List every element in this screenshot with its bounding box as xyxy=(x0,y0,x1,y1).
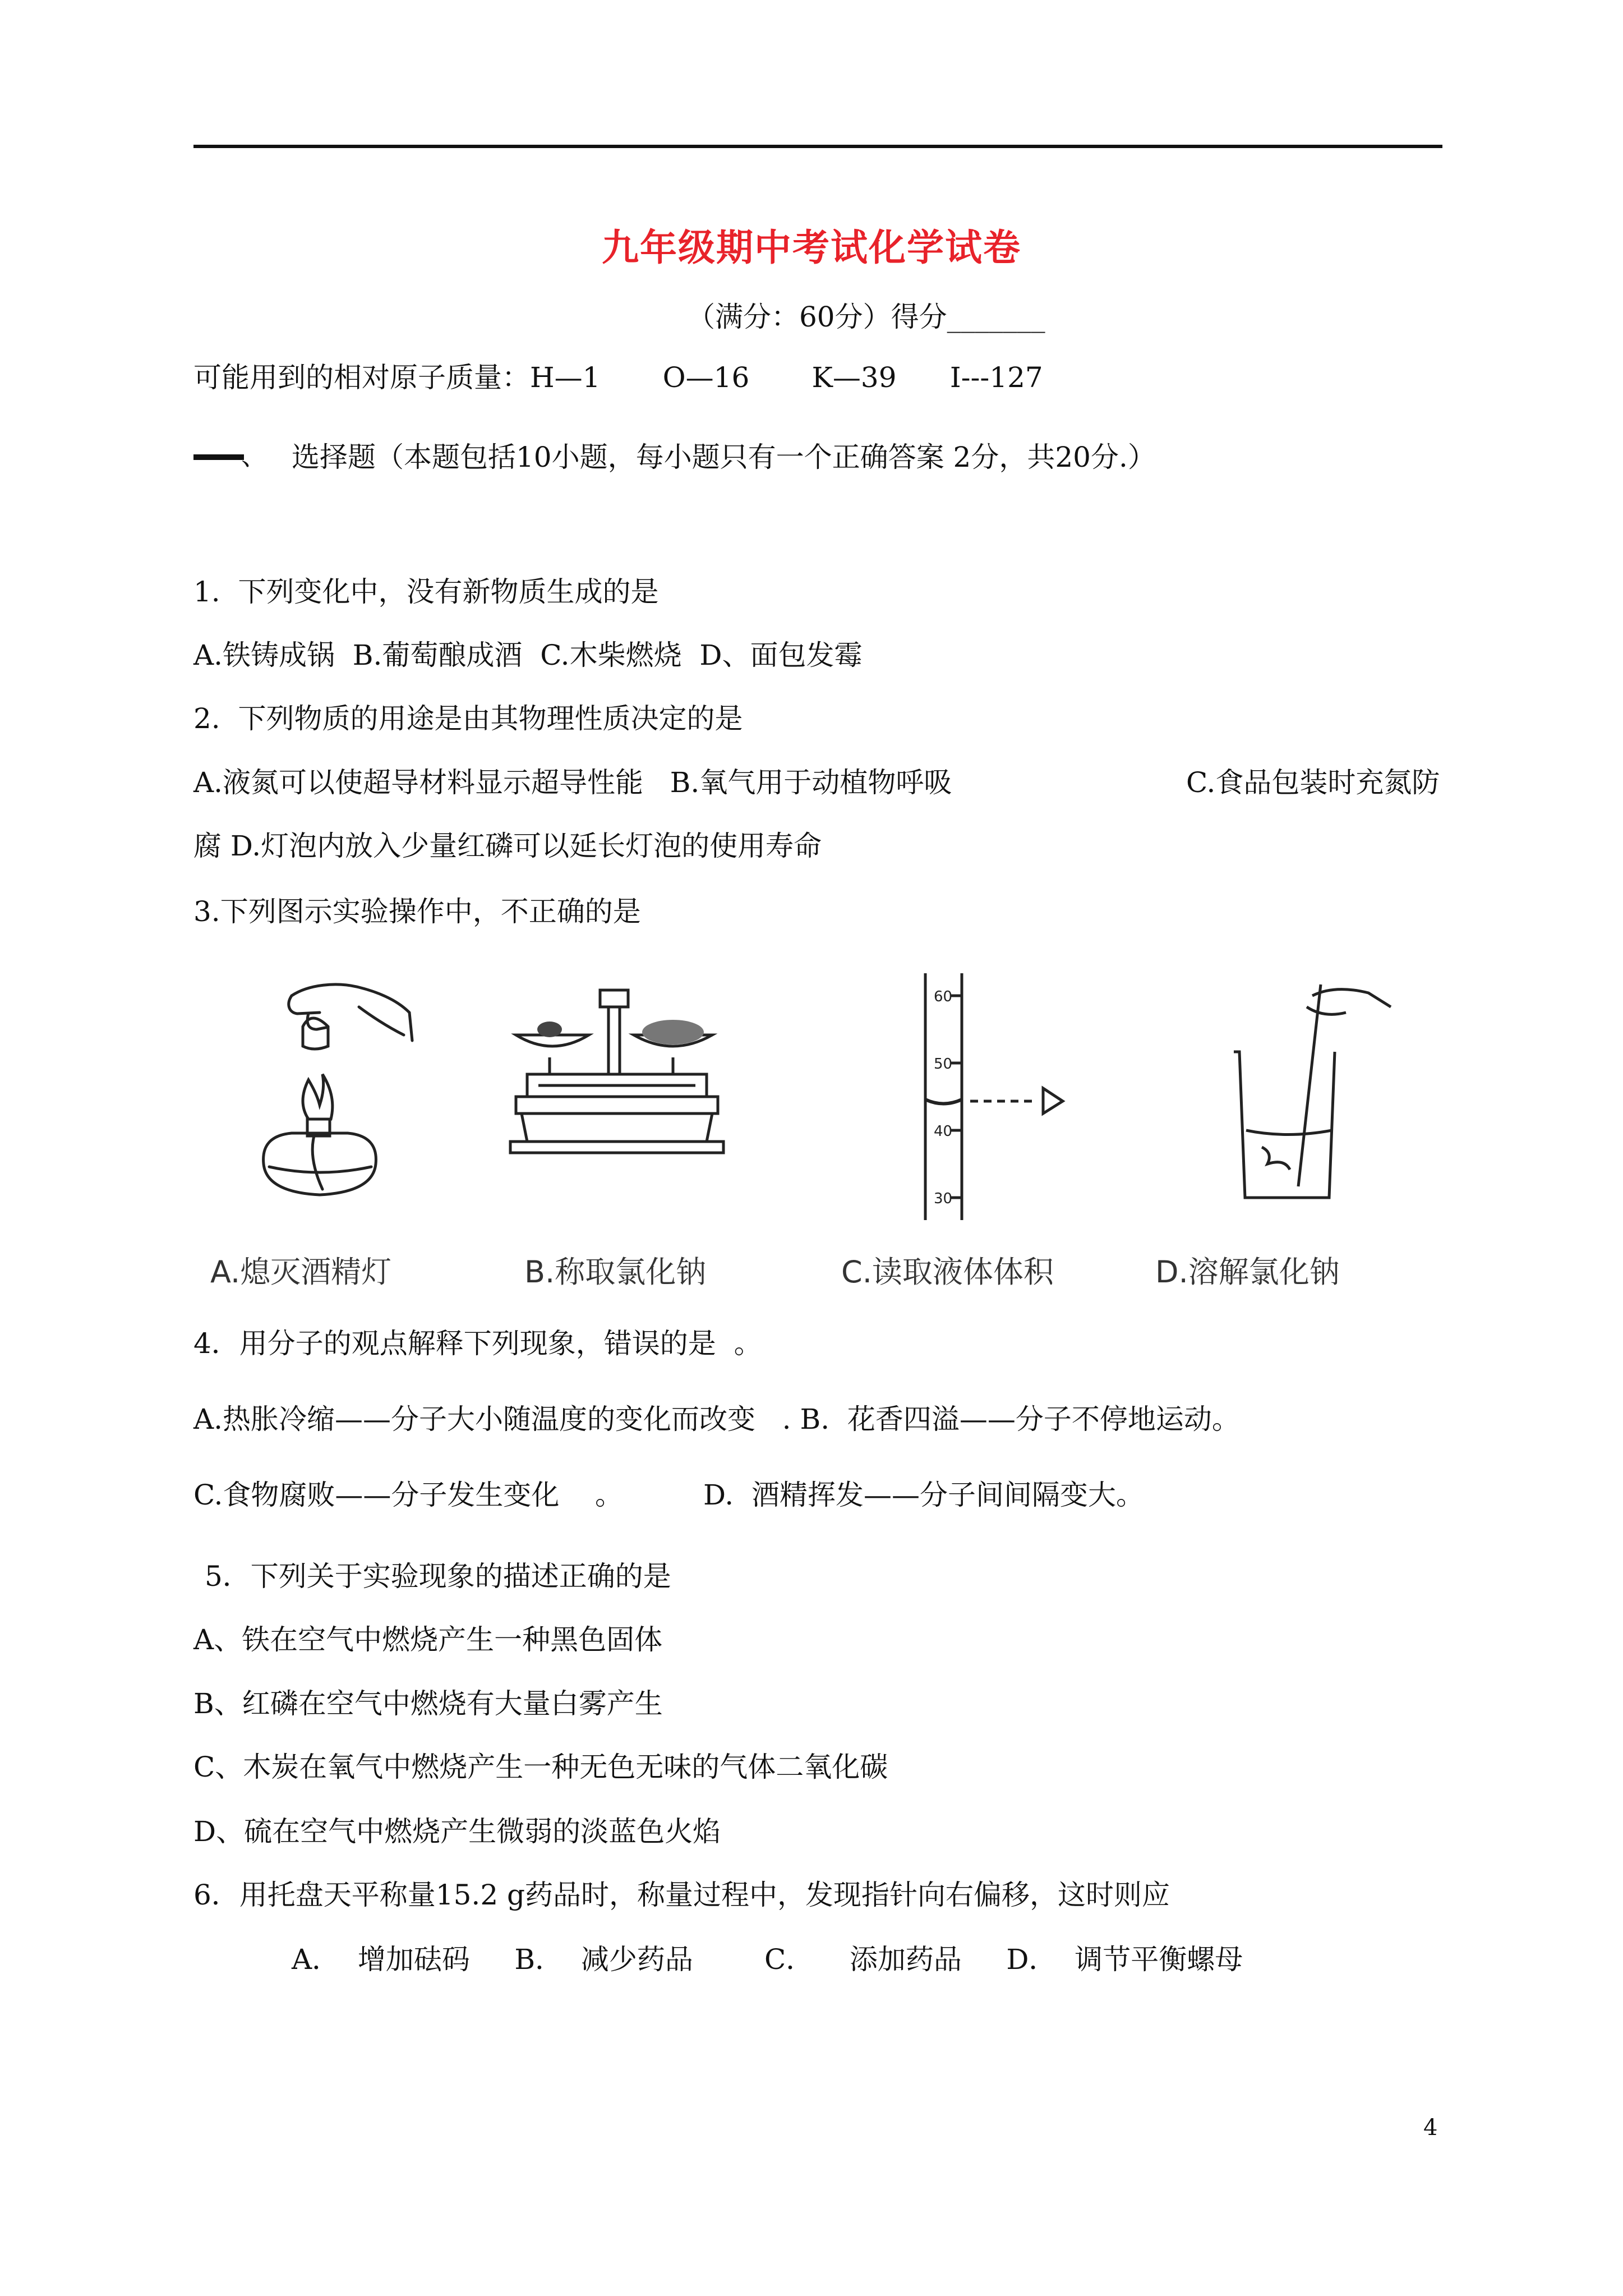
section-number-dash xyxy=(193,454,244,460)
question-2-stem: 2. 下列物质的用途是由其物理性质决定的是 xyxy=(193,702,743,735)
figure-balance xyxy=(505,973,740,1231)
figure-beaker xyxy=(1223,973,1408,1231)
figure-caption-a: A.熄灭酒精灯 xyxy=(210,1254,392,1290)
cylinder-tick-label: 30 xyxy=(934,1190,953,1207)
question-3-stem: 3.下列图示实验操作中，不正确的是 xyxy=(193,895,641,928)
score-line: （满分：60分）得分_______ xyxy=(687,301,1045,333)
figure-caption-c: C.读取液体体积 xyxy=(841,1254,1054,1290)
page-number: 4 xyxy=(1423,2115,1438,2141)
question-5-stem: 5．下列关于实验现象的描述正确的是 xyxy=(205,1560,671,1593)
header-rule xyxy=(193,145,1442,148)
section-number-comma: 、 xyxy=(241,441,267,471)
question-2-line2: 腐 D.灯泡内放入少量红磷可以延长灯泡的使用寿命 xyxy=(193,830,822,862)
question-6-stem: 6．用托盘天平称量15.2 g药品时，称量过程中，发现指针向右偏移，这时则应 xyxy=(193,1879,1170,1911)
page-title: 九年级期中考试化学试卷 xyxy=(602,226,1021,269)
figure-alcohol-lamp xyxy=(224,973,460,1231)
question-4-line1: A.热胀冷缩——分子大小随温度的变化而改变 . B. 花香四溢——分子不停地运动。 xyxy=(193,1403,1240,1435)
question-5-option: C、木炭在氧气中燃烧产生一种无色无味的气体二氧化碳 xyxy=(193,1751,888,1783)
atomic-masses: 可能用到的相对原子质量：H—1 O—16 K—39 I---127 xyxy=(193,361,1043,394)
cylinder-tick-label: 50 xyxy=(934,1056,953,1073)
figure-cylinder xyxy=(909,973,1094,1231)
question-4-line2: C.食物腐败——分子发生变化 。 D. 酒精挥发——分子间间隔变大。 xyxy=(193,1479,1144,1511)
question-2-line1b: C.食品包装时充氮防 xyxy=(1186,766,1440,799)
cylinder-tick-label: 60 xyxy=(934,988,953,1005)
question-5-option: B、红磷在空气中燃烧有大量白雾产生 xyxy=(193,1687,663,1720)
section-heading: 选择题（本题包括10小题，每小题只有一个正确答案 2分，共20分.） xyxy=(292,441,1156,473)
question-1-stem: 1. 下列变化中，没有新物质生成的是 xyxy=(193,576,659,608)
question-6-options: A． 增加砝码 B． 减少药品 C． 添加药品 D． 调节平衡螺母 xyxy=(292,1943,1243,1976)
question-4-stem: 4．用分子的观点解释下列现象，错误的是 。 xyxy=(193,1327,762,1360)
question-1-options: A.铁铸成锅 B.葡萄酿成酒 C.木柴燃烧 D、面包发霉 xyxy=(193,639,863,671)
cylinder-tick-label: 40 xyxy=(934,1123,953,1140)
question-5-option: A、铁在空气中燃烧产生一种黑色固体 xyxy=(193,1623,663,1656)
question-5-option: D、硫在空气中燃烧产生微弱的淡蓝色火焰 xyxy=(193,1815,721,1848)
question-2-line1: A.液氮可以使超导材料显示超导性能 B.氧气用于动植物呼吸 xyxy=(193,766,952,799)
figure-caption-b: B.称取氯化钠 xyxy=(524,1254,707,1290)
figure-caption-d: D.溶解氯化钠 xyxy=(1155,1254,1340,1290)
